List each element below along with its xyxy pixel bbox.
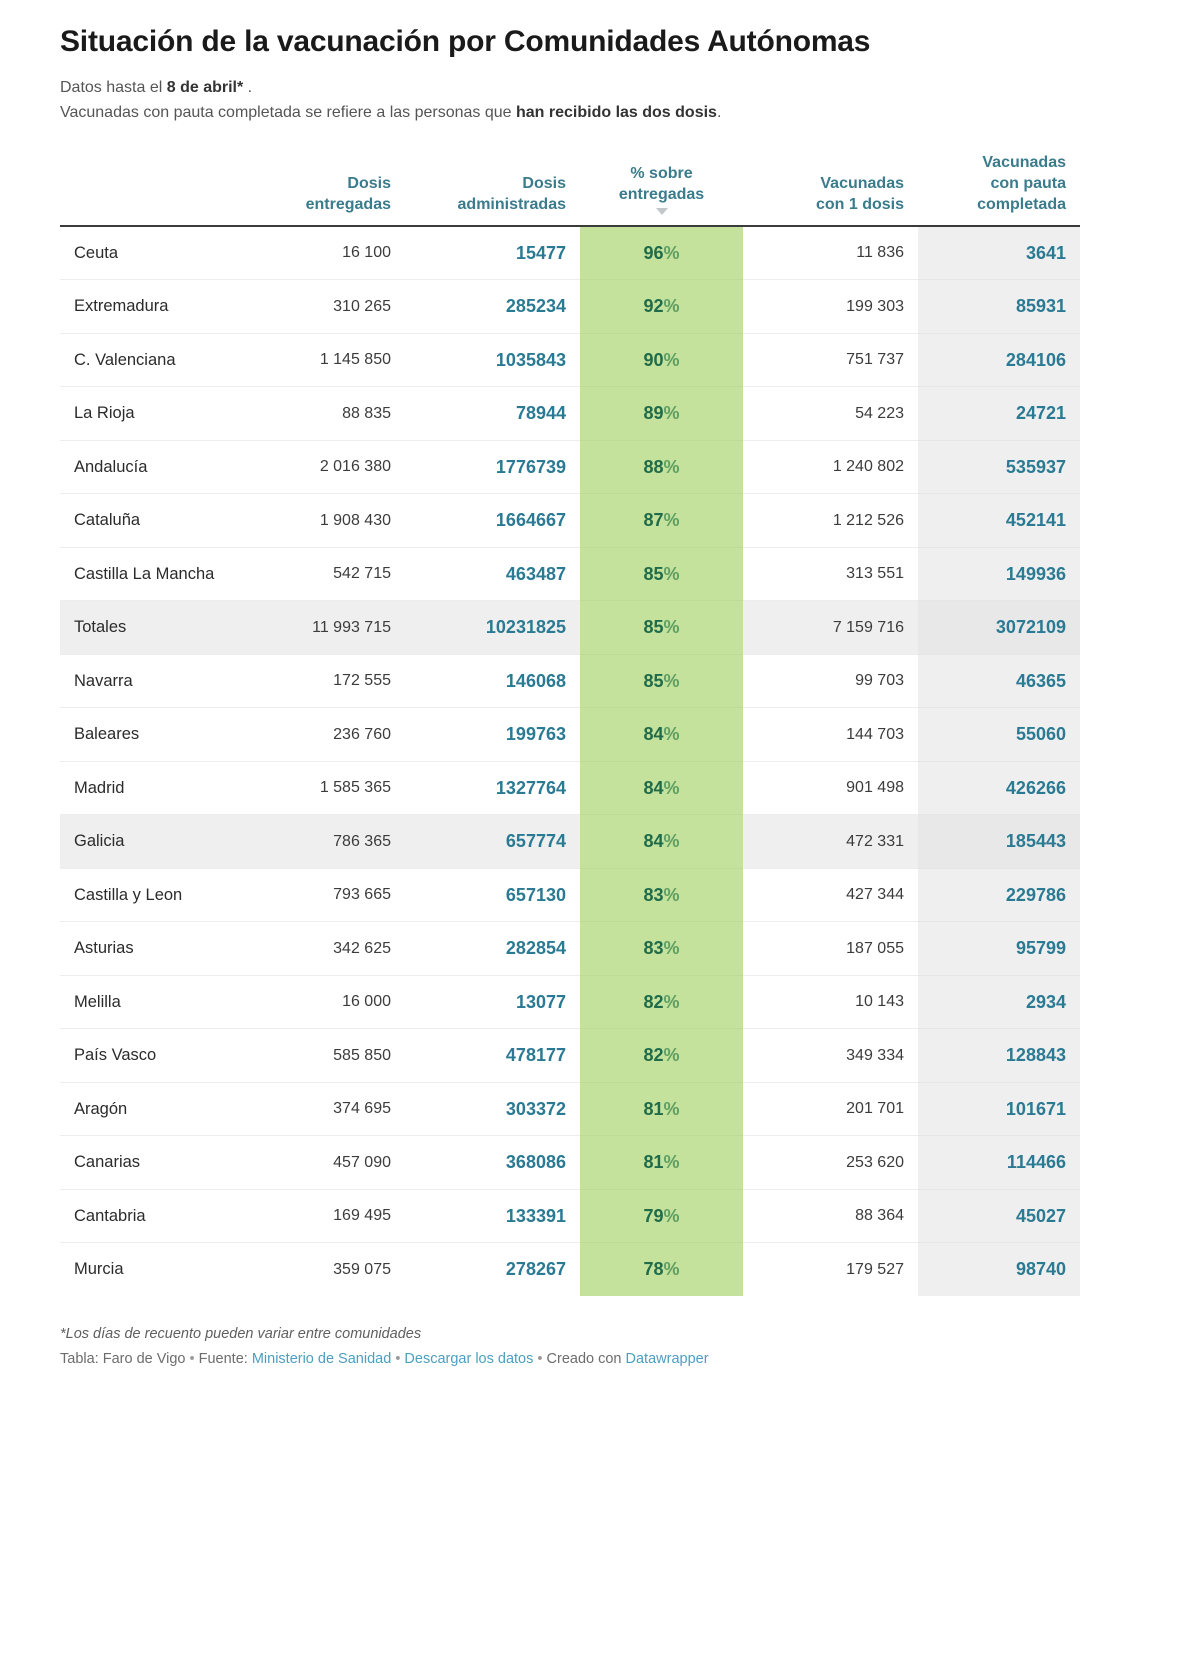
cell-vacunadas-una-dosis: 11 836 (743, 226, 918, 280)
cell-vacunadas-pauta-completada: 85931 (918, 280, 1080, 334)
cell-dosis-administradas: 278267 (505, 1259, 566, 1280)
porcentaje-value: 85 (643, 670, 664, 691)
percent-sign: % (663, 617, 680, 638)
porcentaje-value: 79 (643, 1205, 664, 1226)
credit-separator-3: • (537, 1351, 543, 1368)
cell-vacunadas-una-dosis: 253 620 (743, 1136, 918, 1190)
percent-sign: % (663, 777, 680, 798)
cell-dosis-entregadas: 1 585 365 (245, 761, 405, 815)
cell-porcentaje (580, 440, 743, 494)
cell-porcentaje (580, 387, 743, 441)
table-row[interactable] (60, 494, 1080, 548)
column-header-region[interactable] (60, 152, 245, 226)
table-row[interactable] (60, 280, 1080, 334)
credit-created-prefix: Creado con (546, 1351, 622, 1368)
porcentaje-value: 96 (643, 242, 664, 263)
cell-vacunadas-una-dosis: 1 240 802 (743, 440, 918, 494)
cell-region: Melilla (60, 975, 245, 1029)
cell-vacunadas-una-dosis: 313 551 (743, 547, 918, 601)
porcentaje-value: 87 (643, 510, 664, 531)
cell-dosis-administradas: 463487 (405, 547, 580, 601)
porcentaje-value: 85 (643, 563, 664, 584)
subtitle-desc-suffix: . (716, 103, 722, 121)
cell-vacunadas-una-dosis: 99 703 (743, 654, 918, 708)
cell-region: Ceuta (60, 226, 245, 280)
cell-porcentaje (580, 333, 743, 387)
percent-sign: % (663, 991, 680, 1012)
percent-sign: % (663, 884, 680, 905)
cell-dosis-administradas: 13077 (405, 975, 580, 1029)
cell-region: Galicia (60, 815, 245, 869)
porcentaje-value: 83 (643, 938, 664, 959)
cell-region: Navarra (60, 654, 245, 708)
cell-dosis-entregadas: 16 000 (245, 975, 405, 1029)
cell-dosis-entregadas: 88 835 (245, 387, 405, 441)
credit-separator-1: • (189, 1351, 195, 1368)
percent-sign: % (663, 456, 680, 477)
porcentaje-value: 81 (643, 1098, 664, 1119)
subtitle-date-bold: 8 de abril* (166, 79, 244, 96)
cell-region: Cantabria (60, 1189, 245, 1243)
cell-dosis-administradas: 1776739 (405, 440, 580, 494)
cell-vacunadas-una-dosis: 901 498 (743, 761, 918, 815)
cell-region: Castilla La Mancha (60, 547, 245, 601)
cell-dosis-entregadas: 342 625 (245, 922, 405, 976)
porcentaje-value: 82 (643, 1045, 664, 1066)
table-row[interactable] (60, 868, 1080, 922)
column-header-line-3: completada (977, 195, 1066, 213)
link-ministerio-de-sanidad[interactable]: Ministerio de Sanidad (251, 1351, 392, 1368)
table-row[interactable] (60, 708, 1080, 762)
cell-vacunadas-una-dosis: 10 143 (743, 975, 918, 1029)
vaccination-table (60, 152, 1080, 1296)
cell-porcentaje (580, 708, 743, 762)
percent-sign: % (663, 510, 680, 531)
table-row[interactable] (60, 1189, 1080, 1243)
credit-table-source: Tabla: Faro de Vigo (60, 1351, 186, 1368)
cell-region: Andalucía (60, 440, 245, 494)
cell-dosis-entregadas: 16 100 (245, 226, 405, 280)
percent-sign: % (663, 563, 680, 584)
cell-vacunadas-una-dosis: 187 055 (743, 922, 918, 976)
cell-region: Canarias (60, 1136, 245, 1190)
cell-region: C. Valenciana (60, 333, 245, 387)
cell-porcentaje (580, 654, 743, 708)
percent-sign: % (663, 349, 680, 370)
cell-region: Aragón (60, 1082, 245, 1136)
column-header-vacunadas-pauta-completada[interactable] (918, 152, 1080, 226)
cell-dosis-administradas: 478177 (405, 1029, 580, 1083)
cell-vacunadas-pauta-completada: 55060 (918, 708, 1080, 762)
column-header-line-2: entregadas (305, 195, 391, 213)
cell-vacunadas-una-dosis: 751 737 (743, 333, 918, 387)
cell-dosis-entregadas: 310 265 (245, 280, 405, 334)
percent-sign: % (663, 1152, 680, 1173)
cell-dosis-entregadas: 457 090 (245, 1136, 405, 1190)
cell-vacunadas-una-dosis: 54 223 (743, 387, 918, 441)
page-subtitle (60, 76, 1140, 126)
cell-vacunadas-pauta-completada: 229786 (918, 868, 1080, 922)
cell-vacunadas-pauta-completada: 45027 (918, 1189, 1080, 1243)
cell-porcentaje (580, 1029, 743, 1083)
cell-vacunadas-una-dosis: 201 701 (743, 1082, 918, 1136)
subtitle-date-prefix: Datos hasta el (60, 79, 167, 96)
percent-sign: % (663, 831, 680, 852)
column-header-dosis-entregadas[interactable] (245, 152, 405, 226)
percent-sign: % (663, 242, 680, 263)
cell-dosis-administradas: 657130 (405, 868, 580, 922)
column-header-porcentaje-sobre-entregadas[interactable] (580, 152, 743, 226)
percent-sign: % (663, 670, 680, 691)
column-header-line-2: con 1 dosis (815, 195, 904, 213)
credit-separator-2: • (395, 1351, 401, 1368)
cell-dosis-administradas: 1035843 (405, 333, 580, 387)
percent-sign: % (663, 1098, 680, 1119)
cell-region: Cataluña (60, 494, 245, 548)
cell-dosis-administradas: 199763 (405, 708, 580, 762)
percent-sign: % (663, 403, 680, 424)
cell-dosis-entregadas: 169 495 (245, 1189, 405, 1243)
column-header-line-2: entregadas (618, 185, 705, 203)
cell-porcentaje (580, 601, 743, 655)
cell-dosis-entregadas: 11 993 715 (245, 601, 405, 655)
percent-sign: % (663, 1045, 680, 1066)
cell-porcentaje (580, 868, 743, 922)
cell-vacunadas-una-dosis: 179 527 (846, 1260, 904, 1278)
cell-porcentaje (580, 922, 743, 976)
cell-vacunadas-pauta-completada: 2934 (918, 975, 1080, 1029)
cell-dosis-entregadas: 793 665 (245, 868, 405, 922)
subtitle-desc-prefix: Vacunadas con pauta completada se refiere a las personas que (60, 103, 516, 121)
table-row[interactable] (60, 975, 1080, 1029)
table-row[interactable] (60, 1029, 1080, 1083)
page-title: Situación de la vacunación por Comunidades Autónomas (60, 25, 871, 58)
cell-vacunadas-pauta-completada: 185443 (918, 815, 1080, 869)
column-header-line-1: Dosis (347, 174, 391, 192)
column-header-line-1: Vacunadas (820, 174, 904, 192)
table-row[interactable] (60, 226, 1080, 280)
cell-vacunadas-una-dosis: 88 364 (743, 1189, 918, 1243)
table-body (60, 226, 1080, 1296)
cell-vacunadas-pauta-completada: 284106 (918, 333, 1080, 387)
cell-dosis-administradas: 133391 (405, 1189, 580, 1243)
cell-dosis-administradas: 10231825 (405, 601, 580, 655)
porcentaje-value: 81 (643, 1152, 664, 1173)
cell-region: Murcia (74, 1260, 124, 1279)
subtitle-line-2 (60, 101, 1140, 126)
column-header-line-2: administradas (457, 195, 566, 213)
cell-vacunadas-pauta-completada: 149936 (918, 547, 1080, 601)
cell-porcentaje (580, 761, 743, 815)
table-row[interactable] (60, 1082, 1080, 1136)
column-header-line-1: Vacunadas (982, 153, 1066, 171)
cell-vacunadas-pauta-completada: 98740 (918, 1243, 1080, 1296)
cell-vacunadas-pauta-completada: 452141 (918, 494, 1080, 548)
percent-sign: % (663, 938, 680, 959)
link-descargar-los-datos[interactable]: Descargar los datos (404, 1351, 534, 1368)
link-datawrapper[interactable]: Datawrapper (625, 1351, 709, 1368)
porcentaje-value: 83 (643, 884, 664, 905)
column-header-line-1: % sobre (630, 164, 693, 182)
cell-dosis-entregadas: 542 715 (245, 547, 405, 601)
percent-sign: % (663, 724, 680, 745)
cell-region: Baleares (60, 708, 245, 762)
cell-dosis-administradas: 146068 (405, 654, 580, 708)
cell-vacunadas-pauta-completada: 114466 (918, 1136, 1080, 1190)
porcentaje-value: 84 (643, 724, 664, 745)
cell-porcentaje (580, 1136, 743, 1190)
cell-dosis-entregadas: 1 145 850 (245, 333, 405, 387)
cell-vacunadas-una-dosis: 7 159 716 (743, 601, 918, 655)
table-row[interactable] (60, 547, 1080, 601)
cell-dosis-entregadas: 236 760 (245, 708, 405, 762)
sort-descending-icon[interactable] (656, 208, 668, 215)
cell-region: Madrid (60, 761, 245, 815)
cell-vacunadas-una-dosis: 349 334 (743, 1029, 918, 1083)
cell-vacunadas-una-dosis: 427 344 (743, 868, 918, 922)
cell-vacunadas-una-dosis: 199 303 (743, 280, 918, 334)
footer (60, 1322, 1140, 1373)
footnote: *Los días de recuento pueden variar entre comunidades (60, 1325, 422, 1342)
table-row[interactable] (60, 761, 1080, 815)
table-row[interactable] (60, 654, 1080, 708)
cell-porcentaje (580, 280, 743, 334)
table-header-row (60, 152, 1080, 226)
cell-porcentaje (580, 494, 743, 548)
table-row[interactable] (60, 815, 1080, 869)
cell-region: País Vasco (60, 1029, 245, 1083)
cell-porcentaje (580, 547, 743, 601)
table-header (60, 152, 1080, 226)
cell-porcentaje (580, 815, 743, 869)
cell-dosis-entregadas: 1 908 430 (245, 494, 405, 548)
cell-region: Asturias (60, 922, 245, 976)
percent-sign: % (663, 1259, 680, 1280)
cell-vacunadas-pauta-completada: 535937 (918, 440, 1080, 494)
porcentaje-value: 92 (643, 296, 664, 317)
credits-line (60, 1347, 1140, 1372)
cell-porcentaje (580, 1189, 743, 1243)
subtitle-desc-bold: han recibido las dos dosis (516, 103, 717, 121)
cell-region: Totales (60, 601, 245, 655)
table-row[interactable] (60, 1243, 1080, 1296)
cell-vacunadas-pauta-completada: 3641 (918, 226, 1080, 280)
cell-vacunadas-pauta-completada: 95799 (918, 922, 1080, 976)
table-row[interactable] (60, 1136, 1080, 1190)
porcentaje-value: 78 (643, 1259, 664, 1280)
cell-dosis-administradas: 15477 (405, 226, 580, 280)
column-header-line-1: Dosis (522, 174, 566, 192)
cell-region: La Rioja (60, 387, 245, 441)
cell-vacunadas-pauta-completada: 426266 (918, 761, 1080, 815)
cell-vacunadas-pauta-completada: 46365 (918, 654, 1080, 708)
credit-source-label: Fuente: (198, 1351, 248, 1368)
cell-porcentaje (580, 1082, 743, 1136)
cell-dosis-administradas: 285234 (405, 280, 580, 334)
porcentaje-value: 82 (643, 991, 664, 1012)
cell-vacunadas-una-dosis: 1 212 526 (743, 494, 918, 548)
cell-dosis-administradas: 368086 (405, 1136, 580, 1190)
cell-dosis-administradas: 78944 (405, 387, 580, 441)
cell-vacunadas-pauta-completada: 101671 (918, 1082, 1080, 1136)
cell-porcentaje (580, 975, 743, 1029)
cell-vacunadas-una-dosis: 144 703 (743, 708, 918, 762)
cell-porcentaje (580, 226, 743, 280)
table-row[interactable] (60, 333, 1080, 387)
cell-dosis-administradas: 282854 (405, 922, 580, 976)
cell-dosis-administradas: 657774 (405, 815, 580, 869)
cell-dosis-administradas: 303372 (405, 1082, 580, 1136)
table-row[interactable] (60, 387, 1080, 441)
percent-sign: % (663, 1205, 680, 1226)
porcentaje-value: 89 (643, 403, 664, 424)
cell-dosis-entregadas: 359 075 (333, 1260, 391, 1278)
porcentaje-value: 90 (643, 349, 664, 370)
cell-dosis-entregadas: 374 695 (245, 1082, 405, 1136)
cell-vacunadas-pauta-completada: 24721 (918, 387, 1080, 441)
cell-region: Extremadura (60, 280, 245, 334)
porcentaje-value: 88 (643, 456, 664, 477)
column-header-vacunadas-una-dosis[interactable] (743, 152, 918, 226)
column-header-dosis-administradas[interactable] (405, 152, 580, 226)
subtitle-date-suffix: . (243, 79, 253, 96)
cell-dosis-administradas: 1327764 (405, 761, 580, 815)
porcentaje-value: 85 (643, 617, 664, 638)
table-row[interactable] (60, 440, 1080, 494)
cell-dosis-entregadas: 2 016 380 (245, 440, 405, 494)
subtitle-line-1 (60, 76, 1140, 101)
cell-dosis-entregadas: 585 850 (245, 1029, 405, 1083)
porcentaje-value: 84 (643, 777, 664, 798)
table-row[interactable] (60, 601, 1080, 655)
cell-porcentaje (580, 1243, 743, 1296)
cell-vacunadas-pauta-completada: 128843 (918, 1029, 1080, 1083)
column-header-line-2: con pauta (990, 174, 1066, 192)
cell-vacunadas-pauta-completada: 3072109 (918, 601, 1080, 655)
cell-dosis-administradas: 1664667 (405, 494, 580, 548)
percent-sign: % (663, 296, 680, 317)
cell-region: Castilla y Leon (60, 868, 245, 922)
table-row[interactable] (60, 922, 1080, 976)
cell-vacunadas-una-dosis: 472 331 (743, 815, 918, 869)
cell-dosis-entregadas: 172 555 (245, 654, 405, 708)
cell-dosis-entregadas: 786 365 (245, 815, 405, 869)
porcentaje-value: 84 (643, 831, 664, 852)
